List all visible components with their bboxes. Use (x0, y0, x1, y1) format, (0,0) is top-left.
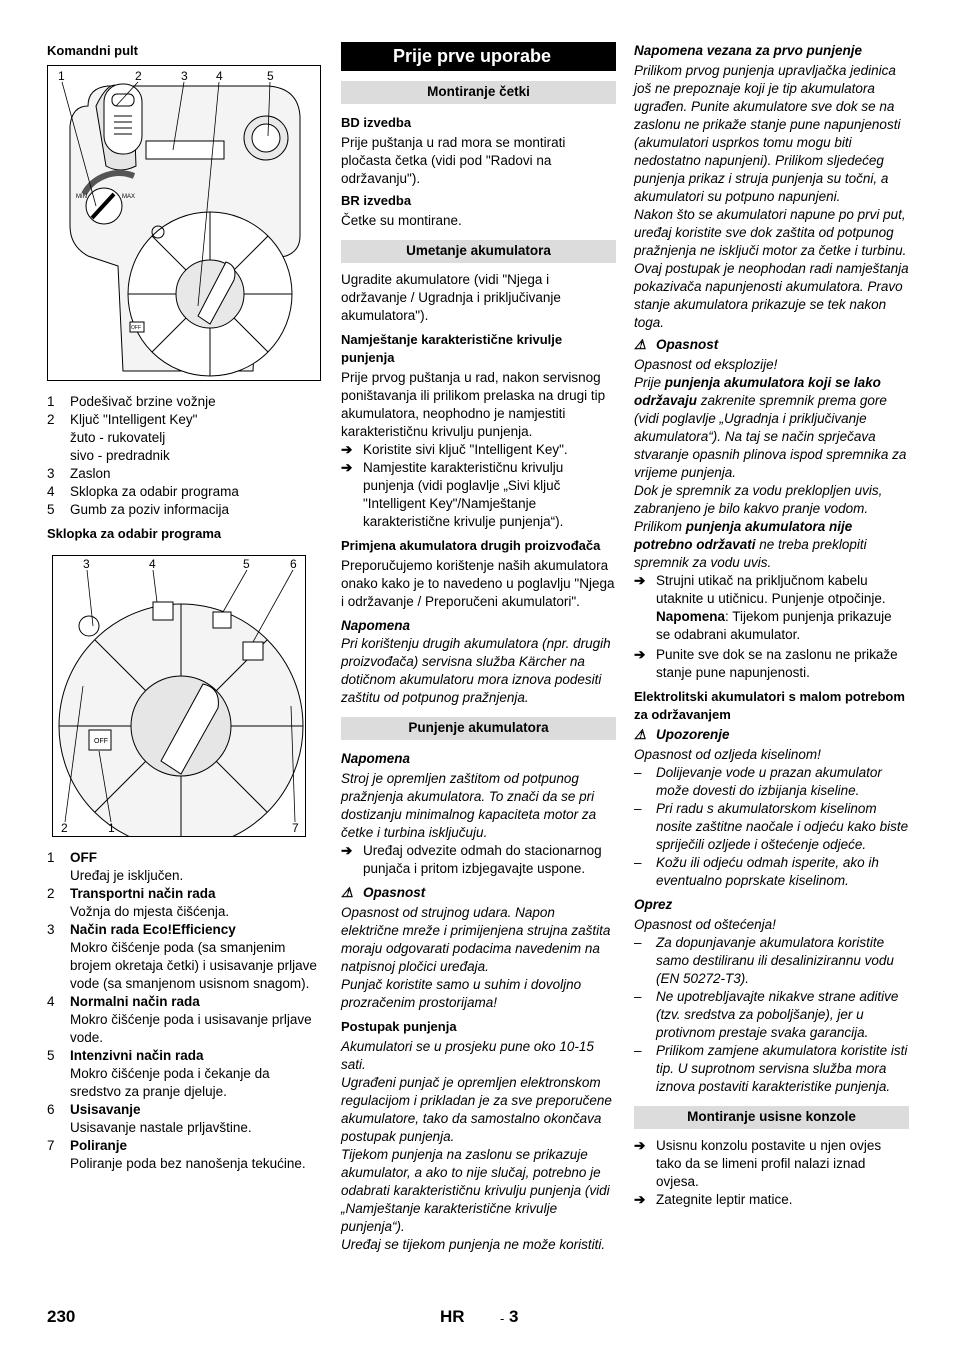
arrow-icon: ➔ (341, 460, 353, 475)
note-text: Pri korištenju drugih akumulatora (npr. drugih proizvođača) servisna služba Kärcher na dotičnom akumulatoru mora iznova podesiti zaštitu od potpunog pražnjenja. (341, 636, 611, 705)
legend-item: sivo - predradnik (70, 448, 170, 463)
dial-min-label: MIN (76, 194, 87, 200)
caution-text: Opasnost od oštećenja! (634, 917, 776, 932)
note-text: Stroj je opremljen zaštitom od potpunog pražnjenja akumulatora. To znači da se pri dostizanju minimalnog kapaciteta motor za četke i turbina isključuju. (341, 771, 597, 840)
list-item: – Dolijevanje vode u prazan akumulator može dovesti do izbijanja kiseline. (634, 765, 882, 798)
legend-item: 2 Transportni način rada Vožnja do mjesta čišćenja. (47, 886, 230, 919)
arrow-icon: ➔ (634, 1138, 646, 1153)
subheading: Postupak punjenja (341, 1019, 457, 1034)
legend-item: 7 Poliranje Poliranje poda bez nanošenja tekućine. (47, 1138, 306, 1171)
list-item: – Prilikom zamjene akumulatora koristite isti tip. U suprotnom servisna služba mora iznova postaviti karakteristike punjenja. (634, 1043, 908, 1094)
step-item: ➔ Koristite sivi ključ "Intelligent Key". (341, 442, 568, 457)
note-heading: Napomena (341, 618, 411, 633)
callout-6: 6 (290, 557, 297, 571)
arrow-icon: ➔ (634, 1192, 646, 1207)
callout-3: 3 (83, 557, 90, 571)
step-item: ➔ Namjestite karakterističnu krivulju punjenja (vidi poglavlje „Sivi ključ "Intelligent Key"/Namještanje karakteristične krivulje punjenja“). (341, 460, 564, 529)
paragraph: Ugradite akumulatore (vidi "Njega i održavanje / Ugradnja i priključivanje akumulatora"). (341, 272, 561, 323)
note-heading: Napomena (341, 751, 411, 766)
warning-text: Opasnost od ozljeda kiselinom! (634, 747, 821, 762)
list-item: – Kožu ili odjeću odmah isperite, ako ih eventualno poprskate kiselinom. (634, 855, 879, 888)
section-heading: Umetanje akumulatora (341, 240, 616, 263)
arrow-icon: ➔ (341, 442, 353, 457)
control-panel-figure (47, 65, 321, 381)
danger-text: Prilikom punjenja akumulatora nije potrebno održavati ne treba preklopiti spremnik za vodu uvis. (634, 519, 867, 570)
warning-triangle-icon: ⚠ (341, 885, 354, 900)
subheading: Elektrolitski akumulatori s malom potrebom za održavanjem (634, 689, 905, 722)
page-footer (47, 1308, 917, 1328)
step-item: ➔ Uređaj odvezite odmah do stacionarnog punjača i pritom izbjegavajte uspone. (341, 843, 602, 876)
legend-item: 5 Intenzivni način rada Mokro čišćenje poda i čekanje da sredstvo za pranje djeluje. (47, 1048, 270, 1099)
arrow-icon: ➔ (634, 647, 646, 662)
callout-5: 5 (243, 557, 250, 571)
legend-item: žuto - rukovatelj (70, 430, 166, 445)
legend-item: 6 Usisavanje Usisavanje nastale prljavštine. (47, 1102, 252, 1135)
danger-heading: ⚠ Opasnost (634, 337, 719, 352)
callout-4: 4 (149, 557, 156, 571)
off-symbol-label: OFF (94, 738, 108, 745)
caution-heading: Oprez (634, 897, 673, 912)
note-text: Nakon što se akumulatori napune po prvi put, uređaj koristite sve dok zaštita od potpunog pražnjenja ne isključi motor za četke i turbinu. Ovaj postupak je neophodan radi namještanja pokazivača napunjenosti akumulatora. Pravo stanje akumulatora prikazuje se tek nakon toga. (634, 207, 909, 330)
figure1-legend (47, 393, 322, 519)
list-item: – Pri radu s akumulatorskom kiselinom nosite zaštitne naočale i odjeću kako biste spriječili ozljede i oštećenje odjeće. (634, 801, 909, 852)
note-text: Prilikom prvog punjenja upravljačka jedinica još ne prepoznaje koji je tip akumulatora ugrađen. Punite akumulatore sve dok se na zaslonu ne prikaže stanje pune napunjenosti (akumulatori usprkos tomu mogu biti nedostatno napunjeni). Prilikom sljedećeg punjenja prikaz i struja punjenja su točni, a akumulatori su potpuno napunjeni. (634, 63, 901, 204)
callout-2: 2 (61, 821, 68, 835)
danger-text: Punjač koristite samo u suhim i dovoljno prozračenim prostorijama! (341, 977, 582, 1010)
subheading: BD izvedba (341, 115, 412, 130)
subheading: Namještanje karakteristične krivulje punjenja (341, 332, 563, 365)
chapter-title: Prije prve uporabe (341, 42, 616, 71)
control-panel-drawing (48, 66, 320, 380)
arrow-icon: ➔ (341, 843, 353, 858)
figure2-heading: Sklopka za odabir programa (47, 526, 222, 541)
list-item: – Ne upotrebljavajte nikakve strane aditive (tzv. sredstva za poboljšanje), jer u protivnom prestaje svaka garancija. (634, 989, 899, 1040)
paragraph: Uređaj se tijekom punjenja ne može koristiti. (341, 1237, 606, 1252)
off-symbol-label: OFF (131, 325, 141, 331)
subheading: BR izvedba (341, 193, 412, 208)
callout-3: 3 (181, 69, 188, 83)
legend-item: 3 Zaslon (47, 466, 111, 481)
callout-4: 4 (216, 69, 223, 83)
paragraph: Prije puštanja u rad mora se montirati pločasta četka (vidi pod "Radovi na održavanju"). (341, 135, 566, 186)
step-item: ➔ Zategnite leptir matice. (634, 1192, 793, 1207)
danger-text: Opasnost od eksplozije! (634, 357, 778, 372)
paragraph: Akumulatori se u prosjeku pune oko 10-15 sati. (341, 1039, 594, 1072)
column-right (634, 42, 909, 1209)
step-item: ➔ Strujni utikač na priključnom kabelu utaknite u utičnicu. Punjenje otpočinje. Napomena: Tijekom punjenja prikazuje se odabrani akumulator. (634, 573, 892, 642)
danger-text: Opasnost od strujnog udara. Napon električne mreže i primijenjena strujna zaštita moraju odgovarati podacima navedenim na natpisnoj pločici uređaja. (341, 905, 611, 974)
legend-item: 1 Podešivač brzine vožnje (47, 394, 216, 409)
legend-item: 4 Normalni način rada Mokro čišćenje poda i usisavanje prljave vode. (47, 994, 312, 1045)
warning-heading: ⚠ Upozorenje (634, 727, 730, 742)
column-middle (341, 42, 616, 1254)
footer-separator: - (500, 1311, 505, 1326)
legend-item: 1 OFF Uređaj je isključen. (47, 850, 184, 883)
section-heading: Punjenje akumulatora (341, 717, 616, 740)
section-heading: Montiranje četki (341, 81, 616, 104)
figure2-legend (47, 849, 322, 1173)
paragraph: Prije prvog puštanja u rad, nakon servisnog poništavanja ili prilikom prelaska na drugi tip akumulatora, neophodno je namjestiti karakterističnu krivulju punjenja. (341, 370, 606, 439)
callout-5: 5 (267, 69, 274, 83)
note-heading: Napomena vezana za prvo punjenje (634, 43, 863, 58)
paragraph: Preporučujemo korištenje naših akumulatora onako kako je to navedeno u poglavlju "Njega i održavanje / Preporučeni akumulatori". (341, 558, 615, 609)
page-number: 230 (47, 1307, 76, 1326)
callout-1: 1 (108, 821, 115, 835)
program-switch-drawing (53, 556, 305, 836)
warning-triangle-icon: ⚠ (634, 337, 647, 352)
list-item: – Za dopunjavanje akumulatora koristite samo destiliranu ili desalinizirannu vodu (EN 50272-T3). (634, 935, 894, 986)
callout-2: 2 (135, 69, 142, 83)
legend-item: 3 Način rada Eco!Efficiency Mokro čišćenje poda (sa smanjenim brojem okretaja četki) i usisavanje prljave vode (sa smanjenom usisnom snagom). (47, 922, 317, 991)
legend-item: 2 Ključ "Intelligent Key" (47, 412, 198, 427)
danger-text: Prije punjenja akumulatora koji se lako održavaju zakrenite spremnik prema gore (vidi poglavlje „Ugradnja i priključivanje akumulatora“). Na taj se način sprječava stvaranje opasnih plinova ispod spremnika za vrijeme punjenja. (634, 375, 907, 480)
danger-text: Dok je spremnik za vodu preklopljen uvis, zabranjeno je bilo kakvo pranje vodom. (634, 483, 883, 516)
paragraph: Tijekom punjenja na zaslonu se prikazuje akumulator, a ako to nije slučaj, potrebno je odabrati karakterističnu krivulju punjenja (vidi „Namještanje karakteristične krivulje punjenja“). (341, 1147, 610, 1234)
program-switch-figure (52, 555, 306, 837)
danger-heading: ⚠ Opasnost (341, 885, 426, 900)
arrow-icon: ➔ (634, 573, 646, 588)
legend-item: 4 Sklopka za odabir programa (47, 484, 239, 499)
callout-1: 1 (58, 69, 65, 83)
subheading: Primjena akumulatora drugih proizvođača (341, 538, 601, 553)
figure1-heading: Komandni pult (47, 43, 138, 58)
section-heading: Montiranje usisne konzole (634, 1106, 909, 1129)
step-item: ➔ Punite sve dok se na zaslonu ne prikaže stanje pune napunjenosti. (634, 647, 898, 680)
section-page-number: 3 (509, 1307, 519, 1326)
paragraph: Ugrađeni punjač je opremljen elektronskom regulacijom i prikladan je za sve preporučene akumulatore, tako da samostalno okončava postupak punjenja. (341, 1075, 612, 1144)
step-item: ➔ Usisnu konzolu postavite u njen ovjes tako da se limeni profil nalazi iznad ovjesa. (634, 1138, 882, 1189)
dial-max-label: MAX (122, 194, 136, 200)
column-left (47, 42, 322, 1173)
legend-item: 5 Gumb za poziv informacija (47, 502, 230, 517)
warning-triangle-icon: ⚠ (634, 727, 647, 742)
paragraph: Četke su montirane. (341, 213, 462, 228)
language-code: HR (440, 1307, 465, 1326)
callout-7: 7 (292, 821, 299, 835)
